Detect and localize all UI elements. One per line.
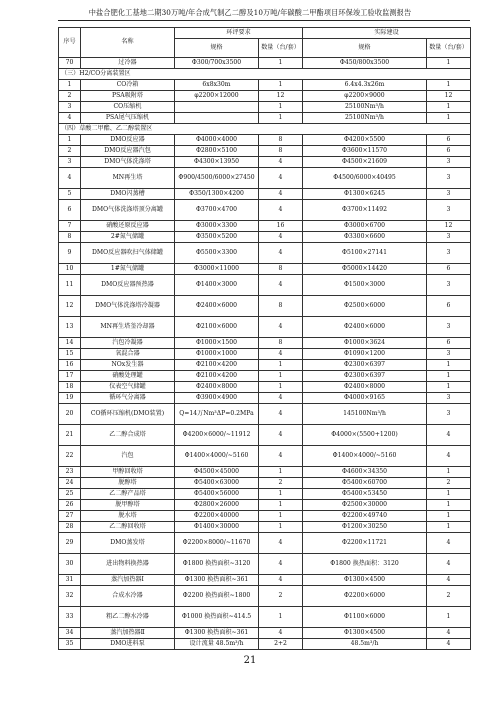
cell-actual-spec: Φ1500×3000 xyxy=(303,275,427,296)
cell-name: MN再生塔 xyxy=(81,168,175,189)
cell-env-qty: 4 xyxy=(259,425,303,446)
cell-env-spec: Φ1300 换热面积~361 xyxy=(175,628,259,639)
cell-actual-qty: 1 xyxy=(427,102,471,113)
cell-seq: 1 xyxy=(59,135,81,146)
cell-name: MN再生塔釜冷却器 xyxy=(81,317,175,338)
cell-actual-spec: Φ2400×8000 xyxy=(303,382,427,393)
cell-env-spec: 6x8x30m xyxy=(175,80,259,91)
table-row xyxy=(59,533,471,554)
cell-name: 2#氮气储罐 xyxy=(81,232,175,243)
cell-env-qty: 4 xyxy=(259,393,303,404)
cell-actual-spec: Φ4500/6000×40495 xyxy=(303,168,427,189)
header-env-req: 环评要求 xyxy=(175,28,303,39)
cell-env-qty: 4 xyxy=(259,275,303,296)
cell-actual-spec: Φ3000×6700 xyxy=(303,221,427,232)
cell-env-qty: 4 xyxy=(259,628,303,639)
cell-actual-spec: Φ2200×49740 xyxy=(303,511,427,522)
cell-seq: 34 xyxy=(59,628,81,639)
cell-env-spec: Φ3000×3300 xyxy=(175,221,259,232)
cell-actual-qty: 3 xyxy=(427,243,471,264)
cell-seq: 3 xyxy=(59,157,81,168)
table-row xyxy=(59,360,471,371)
cell-name: PSA吸附塔 xyxy=(81,91,175,102)
cell-seq: 10 xyxy=(59,264,81,275)
cell-actual-qty: 3 xyxy=(427,200,471,221)
cell-env-spec: Φ1000×1500 xyxy=(175,338,259,349)
cell-actual-qty: 1 xyxy=(427,489,471,500)
cell-env-qty: 4 xyxy=(259,243,303,264)
cell-actual-qty: 12 xyxy=(427,221,471,232)
cell-name: DMO反应器预热器 xyxy=(81,275,175,296)
cell-actual-spec: Φ1400×4000/~5160 xyxy=(303,446,427,467)
cell-name: NOx发生器 xyxy=(81,360,175,371)
cell-actual-spec: Φ1300×4500 xyxy=(303,628,427,639)
cell-env-spec: Φ2100×4200 xyxy=(175,360,259,371)
cell-env-qty: 1 xyxy=(259,382,303,393)
cell-name: CO压缩机 xyxy=(81,102,175,113)
cell-actual-qty: 6 xyxy=(427,135,471,146)
cell-env-qty: 1 xyxy=(259,371,303,382)
table-header-row-1 xyxy=(59,28,471,39)
section-row xyxy=(59,124,471,135)
cell-actual-qty: 6 xyxy=(427,338,471,349)
cell-actual-qty: 3 xyxy=(427,317,471,338)
cell-seq: 23 xyxy=(59,467,81,478)
cell-name: 进出物料换热器 xyxy=(81,554,175,575)
cell-name: 循环气分离器 xyxy=(81,393,175,404)
table-row xyxy=(59,489,471,500)
cell-name: DMO气体洗涤塔冷凝器 xyxy=(81,296,175,317)
table-row xyxy=(59,91,471,102)
cell-name: 汽包 xyxy=(81,446,175,467)
section-row xyxy=(59,69,471,80)
cell-env-qty: 8 xyxy=(259,338,303,349)
cell-actual-qty: 6 xyxy=(427,264,471,275)
cell-env-spec: Φ2200×8000/~11670 xyxy=(175,533,259,554)
cell-env-spec: Φ4200×6000/~11912 xyxy=(175,425,259,446)
cell-env-spec: Φ350/1300×4200 xyxy=(175,189,259,200)
table-row xyxy=(59,393,471,404)
cell-seq: 21 xyxy=(59,425,81,446)
table-row xyxy=(59,639,471,650)
cell-seq: 1 xyxy=(59,80,81,91)
cell-seq: 7 xyxy=(59,221,81,232)
table-row xyxy=(59,232,471,243)
cell-name: 仪表空气储罐 xyxy=(81,382,175,393)
cell-name: 脱甲醇塔 xyxy=(81,500,175,511)
cell-actual-spec: Φ3600×11570 xyxy=(303,146,427,157)
cell-name: 粗乙二醇水冷器 xyxy=(81,607,175,628)
table-row xyxy=(59,628,471,639)
cell-name: 硝酸还原反应器 xyxy=(81,221,175,232)
cell-env-spec: Φ3500×5200 xyxy=(175,232,259,243)
cell-env-spec: 设计流量 48.5m³/h xyxy=(175,639,259,650)
cell-env-qty: 4 xyxy=(259,533,303,554)
cell-actual-qty: 3 xyxy=(427,349,471,360)
table-row xyxy=(59,446,471,467)
cell-env-qty: 4 xyxy=(259,446,303,467)
cell-seq: 15 xyxy=(59,349,81,360)
cell-env-spec: φ2200×12000 xyxy=(175,91,259,102)
cell-actual-spec: Φ4000×9165 xyxy=(303,393,427,404)
cell-env-qty: 2 xyxy=(259,586,303,607)
cell-env-qty: 4 xyxy=(259,232,303,243)
table-row xyxy=(59,135,471,146)
table-row xyxy=(59,404,471,425)
cell-env-qty: 4 xyxy=(259,575,303,586)
cell-name: DMO气体洗涤塔 xyxy=(81,157,175,168)
cell-actual-spec: Φ4000×(5500+1200) xyxy=(303,425,427,446)
cell-env-spec: Φ3000×11000 xyxy=(175,264,259,275)
cell-actual-spec: Φ1100×6000 xyxy=(303,607,427,628)
cell-env-qty: 8 xyxy=(259,146,303,157)
section-title: （四）草酸二甲酯、乙二醇装置区 xyxy=(59,124,471,135)
cell-name: DMO反应器 xyxy=(81,135,175,146)
cell-seq: 32 xyxy=(59,586,81,607)
cell-seq: 6 xyxy=(59,200,81,221)
header-actual: 实际建设 xyxy=(303,28,471,39)
cell-name: 脱水塔 xyxy=(81,511,175,522)
cell-env-spec: Φ3700×4700 xyxy=(175,200,259,221)
cell-seq: 26 xyxy=(59,500,81,511)
cell-env-spec: Φ3900×4900 xyxy=(175,393,259,404)
cell-actual-spec: Φ2200×11721 xyxy=(303,533,427,554)
table-row xyxy=(59,586,471,607)
cell-actual-spec: Φ1300×4500 xyxy=(303,575,427,586)
cell-env-qty: 4 xyxy=(259,200,303,221)
cell-seq: 17 xyxy=(59,371,81,382)
table-row xyxy=(59,189,471,200)
table-row xyxy=(59,146,471,157)
table-row xyxy=(59,296,471,317)
table-row xyxy=(59,478,471,489)
cell-env-qty: 1 xyxy=(259,80,303,91)
cell-actual-qty: 1 xyxy=(427,382,471,393)
cell-seq: 2 xyxy=(59,146,81,157)
cell-seq: 16 xyxy=(59,360,81,371)
header-env-qty: 数量（台/套） xyxy=(259,39,303,58)
cell-actual-spec: Φ5000×14420 xyxy=(303,264,427,275)
cell-seq: 2 xyxy=(59,91,81,102)
cell-actual-qty: 3 xyxy=(427,168,471,189)
table-row xyxy=(59,275,471,296)
cell-env-spec: Φ1000×1000 xyxy=(175,349,259,360)
cell-env-qty: 4 xyxy=(259,404,303,425)
cell-env-qty: 8 xyxy=(259,296,303,317)
cell-name: 蒸汽加热器Ⅱ xyxy=(81,628,175,639)
cell-env-spec: Φ2400×6000 xyxy=(175,296,259,317)
cell-actual-qty: 4 xyxy=(427,446,471,467)
table-row xyxy=(59,425,471,446)
cell-env-qty: 8 xyxy=(259,135,303,146)
cell-actual-qty: 4 xyxy=(427,639,471,650)
cell-actual-spec: Φ3300×6600 xyxy=(303,232,427,243)
cell-actual-spec: Φ2400×6000 xyxy=(303,317,427,338)
cell-actual-spec: Φ5400×60700 xyxy=(303,478,427,489)
table-row xyxy=(59,157,471,168)
cell-seq: 25 xyxy=(59,489,81,500)
cell-actual-spec: 6.4x4.3x26m xyxy=(303,80,427,91)
table-row xyxy=(59,102,471,113)
cell-name: 乙二醇产品塔 xyxy=(81,489,175,500)
cell-actual-spec: Φ5400×53450 xyxy=(303,489,427,500)
table-row xyxy=(59,264,471,275)
cell-env-qty: 1 xyxy=(259,511,303,522)
cell-name: 脱醇塔 xyxy=(81,478,175,489)
cell-seq: 11 xyxy=(59,275,81,296)
cell-seq: 70 xyxy=(59,58,81,69)
cell-actual-spec: Φ2300×6397 xyxy=(303,371,427,382)
cell-env-spec: Φ1300 换热面积~361 xyxy=(175,575,259,586)
page-header: 中盐合肥化工基地二期30万吨/年合成气制乙二醇及10万吨/年碳酸二甲酯项目环保竣工验收监测报告 xyxy=(88,8,412,17)
cell-actual-qty: 3 xyxy=(427,393,471,404)
cell-seq: 30 xyxy=(59,554,81,575)
table-row xyxy=(59,467,471,478)
cell-actual-spec: Φ2300×6397 xyxy=(303,360,427,371)
cell-env-qty: 8 xyxy=(259,264,303,275)
cell-env-spec: Φ300/700x3500 xyxy=(175,58,259,69)
cell-env-qty: 4 xyxy=(259,317,303,338)
cell-name: 甲醇回收塔 xyxy=(81,467,175,478)
cell-actual-qty: 3 xyxy=(427,275,471,296)
cell-env-spec: Φ4000×4000 xyxy=(175,135,259,146)
cell-name: 合成水冷器 xyxy=(81,586,175,607)
cell-name: 蒸汽加热器Ⅰ xyxy=(81,575,175,586)
cell-env-spec: Φ5400×56000 xyxy=(175,489,259,500)
cell-name: DMO反应器汽包 xyxy=(81,146,175,157)
cell-env-qty: 4 xyxy=(259,168,303,189)
cell-seq: 33 xyxy=(59,607,81,628)
header-name: 名称 xyxy=(81,28,175,58)
cell-env-spec: Φ2200 换热面积~1800 xyxy=(175,586,259,607)
page-number: 21 xyxy=(243,655,257,666)
cell-name: CO循环压缩机(DMO装置) xyxy=(81,404,175,425)
cell-actual-spec: Φ4600×34350 xyxy=(303,467,427,478)
cell-name: 乙二醇回收塔 xyxy=(81,522,175,533)
header-rule xyxy=(58,20,470,21)
table-row xyxy=(59,511,471,522)
cell-seq: 27 xyxy=(59,511,81,522)
cell-env-spec: Φ1400×30000 xyxy=(175,522,259,533)
header-env-spec: 规格 xyxy=(175,39,259,58)
table-row xyxy=(59,382,471,393)
cell-actual-qty: 3 xyxy=(427,157,471,168)
cell-seq: 28 xyxy=(59,522,81,533)
cell-name: DMO蒸发塔 xyxy=(81,533,175,554)
cell-env-qty: 2 xyxy=(259,478,303,489)
cell-seq: 5 xyxy=(59,189,81,200)
cell-seq: 12 xyxy=(59,296,81,317)
cell-actual-qty: 4 xyxy=(427,533,471,554)
cell-actual-spec: 25100Nm³/h xyxy=(303,113,427,124)
cell-actual-qty: 1 xyxy=(427,80,471,91)
table-row xyxy=(59,168,471,189)
cell-seq: 4 xyxy=(59,168,81,189)
header-actual-qty: 数量（台/套） xyxy=(427,39,471,58)
cell-actual-qty: 1 xyxy=(427,511,471,522)
cell-seq: 22 xyxy=(59,446,81,467)
cell-actual-qty: 4 xyxy=(427,575,471,586)
table-row xyxy=(59,221,471,232)
cell-env-spec: Φ1400×4000/~5160 xyxy=(175,446,259,467)
cell-actual-qty: 1 xyxy=(427,500,471,511)
cell-env-qty: 16 xyxy=(259,221,303,232)
cell-env-spec: Φ4300×13950 xyxy=(175,157,259,168)
cell-env-qty: 1 xyxy=(259,522,303,533)
cell-actual-qty: 1 xyxy=(427,360,471,371)
cell-env-spec: Φ2100×4200 xyxy=(175,371,259,382)
cell-env-qty: 4 xyxy=(259,189,303,200)
cell-seq: 13 xyxy=(59,317,81,338)
cell-env-spec: Φ5500×3300 xyxy=(175,243,259,264)
cell-env-qty: 12 xyxy=(259,91,303,102)
table-row xyxy=(59,80,471,91)
table-row xyxy=(59,349,471,360)
cell-env-spec: Q=14万Nm³ΔP=0.2MPa xyxy=(175,404,259,425)
table-row xyxy=(59,338,471,349)
cell-env-spec xyxy=(175,113,259,124)
cell-name: DMO反应器吹扫气体储罐 xyxy=(81,243,175,264)
cell-actual-spec: Φ1800 换热面积：3120 xyxy=(303,554,427,575)
cell-actual-spec: φ2200×9000 xyxy=(303,91,427,102)
cell-actual-spec: Φ1300×6245 xyxy=(303,189,427,200)
header-actual-spec: 规格 xyxy=(303,39,427,58)
cell-actual-spec: Φ4200×5500 xyxy=(303,135,427,146)
table-row xyxy=(59,113,471,124)
cell-name: 硝酸处理罐 xyxy=(81,371,175,382)
table-row xyxy=(59,522,471,533)
cell-name: 乙二醇合成塔 xyxy=(81,425,175,446)
cell-actual-qty: 1 xyxy=(427,467,471,478)
cell-env-spec: Φ2400×8000 xyxy=(175,382,259,393)
cell-actual-qty: 2 xyxy=(427,586,471,607)
cell-actual-spec: Φ450/800x3500 xyxy=(303,58,427,69)
cell-env-spec: Φ4500×45000 xyxy=(175,467,259,478)
cell-actual-qty: 2 xyxy=(427,478,471,489)
cell-env-spec: Φ2200×40000 xyxy=(175,511,259,522)
cell-env-spec: Φ2800×26000 xyxy=(175,500,259,511)
cell-name: 1#氮气储罐 xyxy=(81,264,175,275)
cell-actual-spec: Φ2500×30000 xyxy=(303,500,427,511)
cell-env-qty: 1 xyxy=(259,58,303,69)
cell-actual-spec: Φ2500×6000 xyxy=(303,296,427,317)
table-row xyxy=(59,554,471,575)
cell-name: DMO进料泵 xyxy=(81,639,175,650)
cell-env-qty: 1 xyxy=(259,113,303,124)
table-row xyxy=(59,200,471,221)
cell-seq: 14 xyxy=(59,338,81,349)
cell-seq: 31 xyxy=(59,575,81,586)
cell-env-spec: Φ1400×3000 xyxy=(175,275,259,296)
cell-actual-spec: Φ5100×27141 xyxy=(303,243,427,264)
cell-seq: 29 xyxy=(59,533,81,554)
cell-actual-qty: 1 xyxy=(427,371,471,382)
cell-seq: 3 xyxy=(59,102,81,113)
cell-seq: 8 xyxy=(59,232,81,243)
cell-env-qty: 2+2 xyxy=(259,639,303,650)
cell-actual-qty: 12 xyxy=(427,91,471,102)
cell-actual-qty: 3 xyxy=(427,232,471,243)
equipment-table xyxy=(58,27,471,650)
cell-name: DMO闪蒸槽 xyxy=(81,189,175,200)
cell-env-qty: 1 xyxy=(259,467,303,478)
cell-name: PSA尾气压缩机 xyxy=(81,113,175,124)
cell-seq: 35 xyxy=(59,639,81,650)
cell-actual-spec: Φ1200×30250 xyxy=(303,522,427,533)
cell-env-spec: Φ900/4500/6000×27450 xyxy=(175,168,259,189)
cell-actual-qty: 4 xyxy=(427,628,471,639)
cell-actual-qty: 6 xyxy=(427,296,471,317)
cell-seq: 19 xyxy=(59,393,81,404)
cell-actual-qty: 3 xyxy=(427,189,471,200)
cell-actual-spec: Φ4500×21609 xyxy=(303,157,427,168)
cell-env-qty: 4 xyxy=(259,349,303,360)
header-seq: 序号 xyxy=(59,28,81,58)
cell-seq: 20 xyxy=(59,404,81,425)
cell-env-qty: 1 xyxy=(259,489,303,500)
cell-env-qty: 1 xyxy=(259,102,303,113)
cell-seq: 4 xyxy=(59,113,81,124)
cell-actual-spec: 48.5m³/h xyxy=(303,639,427,650)
cell-env-spec: Φ1800 换热面积~3120 xyxy=(175,554,259,575)
cell-actual-qty: 1 xyxy=(427,113,471,124)
cell-seq: 9 xyxy=(59,243,81,264)
table-row xyxy=(59,317,471,338)
cell-actual-qty: 4 xyxy=(427,425,471,446)
cell-env-spec: Φ1000 换热面积~414.5 xyxy=(175,607,259,628)
cell-env-spec: Φ5400×63000 xyxy=(175,478,259,489)
table-row xyxy=(59,371,471,382)
cell-env-qty: 1 xyxy=(259,360,303,371)
table-row xyxy=(59,58,471,69)
cell-actual-qty: 6 xyxy=(427,146,471,157)
cell-actual-spec: 145100Nm³/h xyxy=(303,404,427,425)
cell-name: 氧混合器 xyxy=(81,349,175,360)
cell-actual-qty: 1 xyxy=(427,522,471,533)
cell-env-spec xyxy=(175,102,259,113)
section-title: （三）H2/CO分离装置区 xyxy=(59,69,471,80)
table-row xyxy=(59,607,471,628)
cell-seq: 24 xyxy=(59,478,81,489)
cell-env-qty: 1 xyxy=(259,607,303,628)
cell-env-spec: Φ2800×5100 xyxy=(175,146,259,157)
cell-actual-spec: Φ2200×6000 xyxy=(303,586,427,607)
cell-actual-spec: 25100Nm³/h xyxy=(303,102,427,113)
cell-name: DMO气体洗涤塔顶分离罐 xyxy=(81,200,175,221)
cell-seq: 18 xyxy=(59,382,81,393)
cell-actual-spec: Φ1090×1200 xyxy=(303,349,427,360)
cell-name: 过冷器 xyxy=(81,58,175,69)
table-row xyxy=(59,575,471,586)
cell-actual-spec: Φ3700×11492 xyxy=(303,200,427,221)
table-row xyxy=(59,500,471,511)
cell-env-qty: 1 xyxy=(259,500,303,511)
cell-env-qty: 4 xyxy=(259,554,303,575)
cell-actual-qty: 1 xyxy=(427,58,471,69)
cell-env-qty: 4 xyxy=(259,157,303,168)
cell-actual-qty: 1 xyxy=(427,607,471,628)
cell-name: 汽包冷凝器 xyxy=(81,338,175,349)
cell-actual-qty: 4 xyxy=(427,554,471,575)
cell-env-spec: Φ2100×6000 xyxy=(175,317,259,338)
cell-actual-spec: Φ1000×3624 xyxy=(303,338,427,349)
table-row xyxy=(59,243,471,264)
cell-actual-qty: 3 xyxy=(427,404,471,425)
cell-name: CO冷箱 xyxy=(81,80,175,91)
